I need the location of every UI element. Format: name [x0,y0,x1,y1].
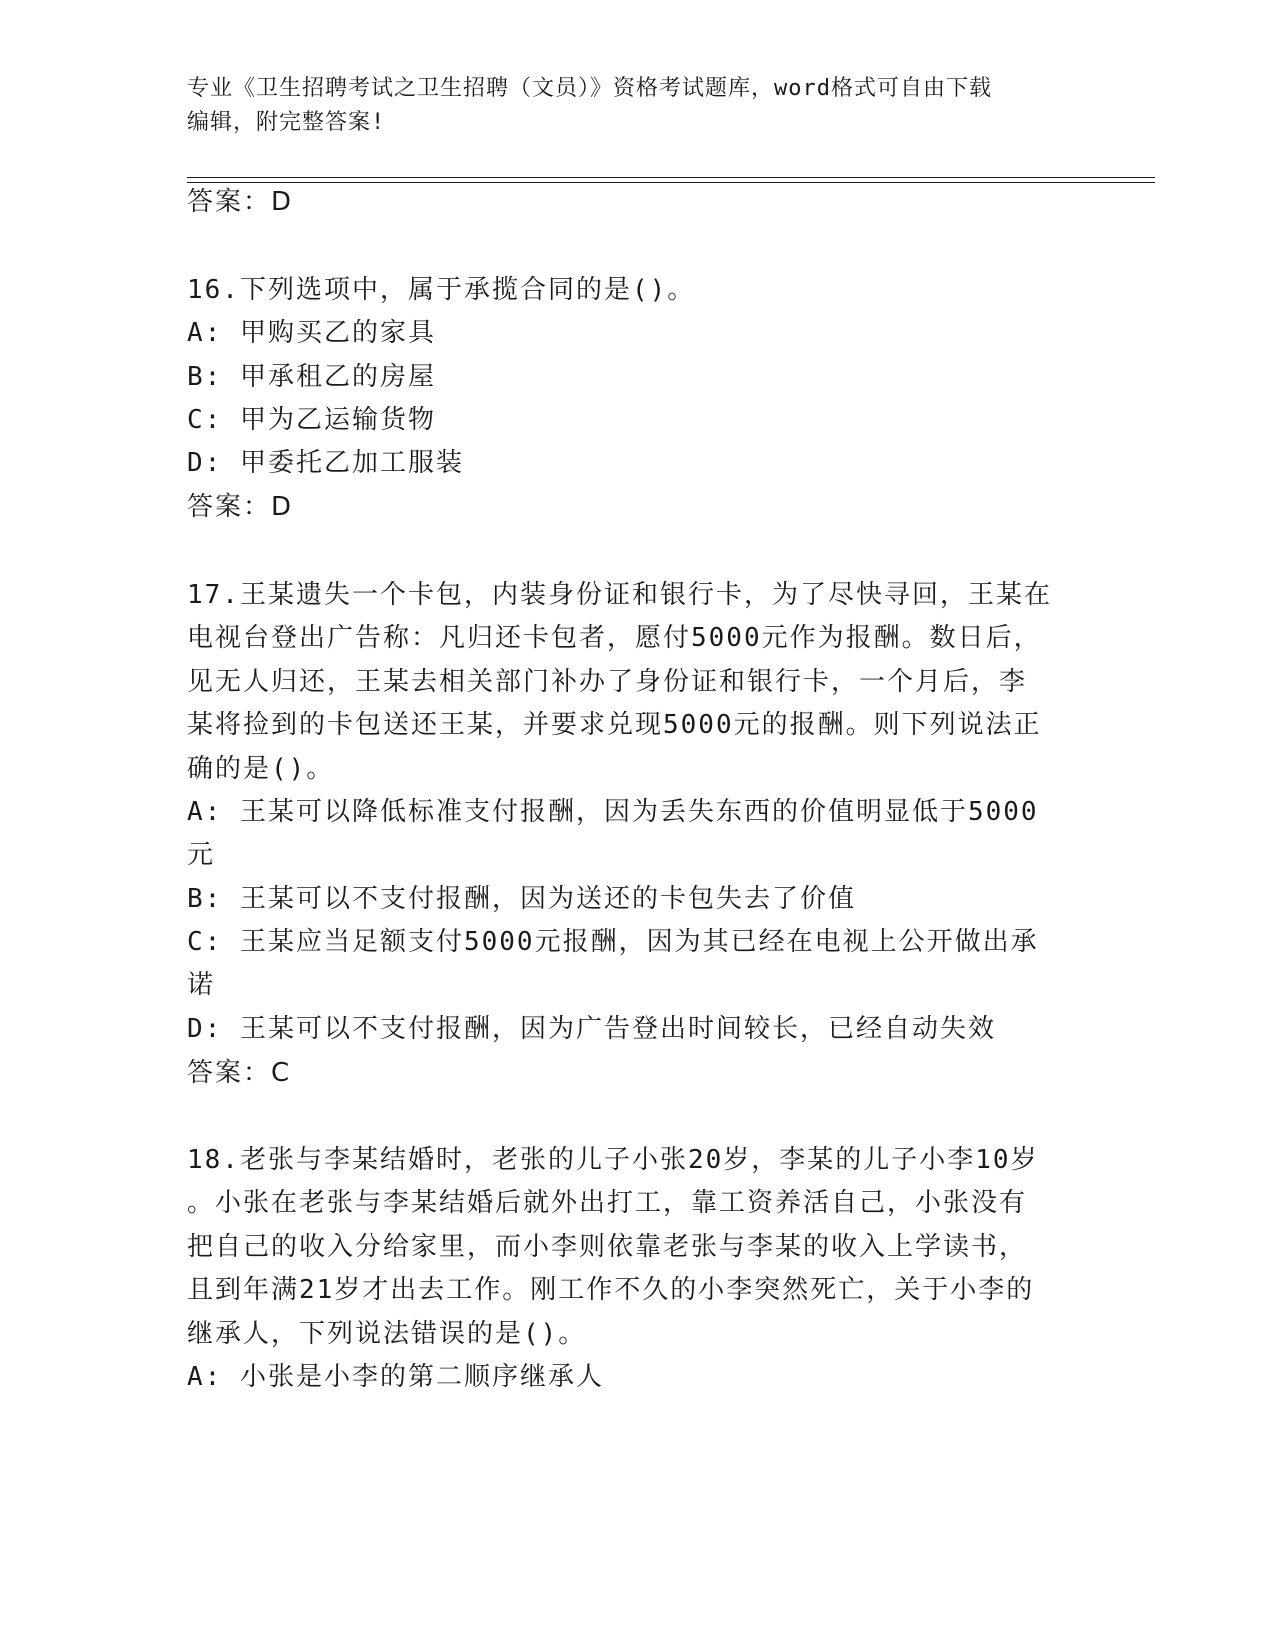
question-17-stem-line: 见无人归还，王某去相关部门补办了身份证和银行卡，一个月后，李 [187,667,1028,697]
question-16-stem: 16.下列选项中，属于承揽合同的是()。 [187,275,696,305]
question-17-stem-line: 某将捡到的卡包送还王某，并要求兑现5000元的报酬。则下列说法正 [187,710,1042,740]
question-18-stem-line: 继承人，下列说法错误的是()。 [187,1319,587,1349]
header-line-2: 编辑，附完整答案! [187,110,386,135]
question-16-option-d: D: 甲委托乙加工服装 [187,448,464,478]
question-17-option-c-cont: 诺 [187,970,216,1000]
question-17-stem-line: 电视台登出广告称：凡归还卡包者，愿付5000元作为报酬。数日后， [187,623,1042,653]
question-18-stem-line: 把自己的收入分给家里，而小李则依靠老张与李某的收入上学读书， [187,1232,1028,1262]
question-18-stem-line: 。小张在老张与李某结婚后就外出打工，靠工资养活自己，小张没有 [187,1188,1028,1218]
question-17-stem-line: 17.王某遗失一个卡包，内装身份证和银行卡，为了尽快寻回，王某在 [187,580,1052,610]
question-17-option-c: C: 王某应当足额支付5000元报酬，因为其已经在电视上公开做出承 [187,927,1039,957]
answer-15: 答案：D [187,187,294,217]
answer-16: 答案：D [187,492,294,522]
question-17-option-a-cont: 元 [187,840,216,870]
question-18-stem-line: 且到年满21岁才出去工作。刚工作不久的小李突然死亡，关于小李的 [187,1275,1035,1305]
question-16-option-c: C: 甲为乙运输货物 [187,405,436,435]
answer-17: 答案：C [187,1058,292,1088]
header-rule-thin [187,177,1155,178]
header-line-1: 专业《卫生招聘考试之卫生招聘（文员）》资格考试题库，word格式可自由下载 [187,76,992,101]
question-16-option-a: A: 甲购买乙的家具 [187,318,436,348]
header-rule-thick [187,182,1155,183]
question-17-option-a: A: 王某可以降低标准支付报酬，因为丢失东西的价值明显低于5000 [187,797,1039,827]
question-17-stem-line: 确的是()。 [187,754,335,784]
question-17-option-b: B: 王某可以不支付报酬，因为送还的卡包失去了价值 [187,884,856,914]
question-17-option-d: D: 王某可以不支付报酬，因为广告登出时间较长，已经自动失效 [187,1014,996,1044]
document-header [187,72,1067,140]
question-18-stem-line: 18.老张与李某结婚时，老张的儿子小张20岁，李某的儿子小李10岁 [187,1145,1039,1175]
question-18-option-a: A: 小张是小李的第二顺序继承人 [187,1362,604,1392]
question-16-option-b: B: 甲承租乙的房屋 [187,362,436,392]
